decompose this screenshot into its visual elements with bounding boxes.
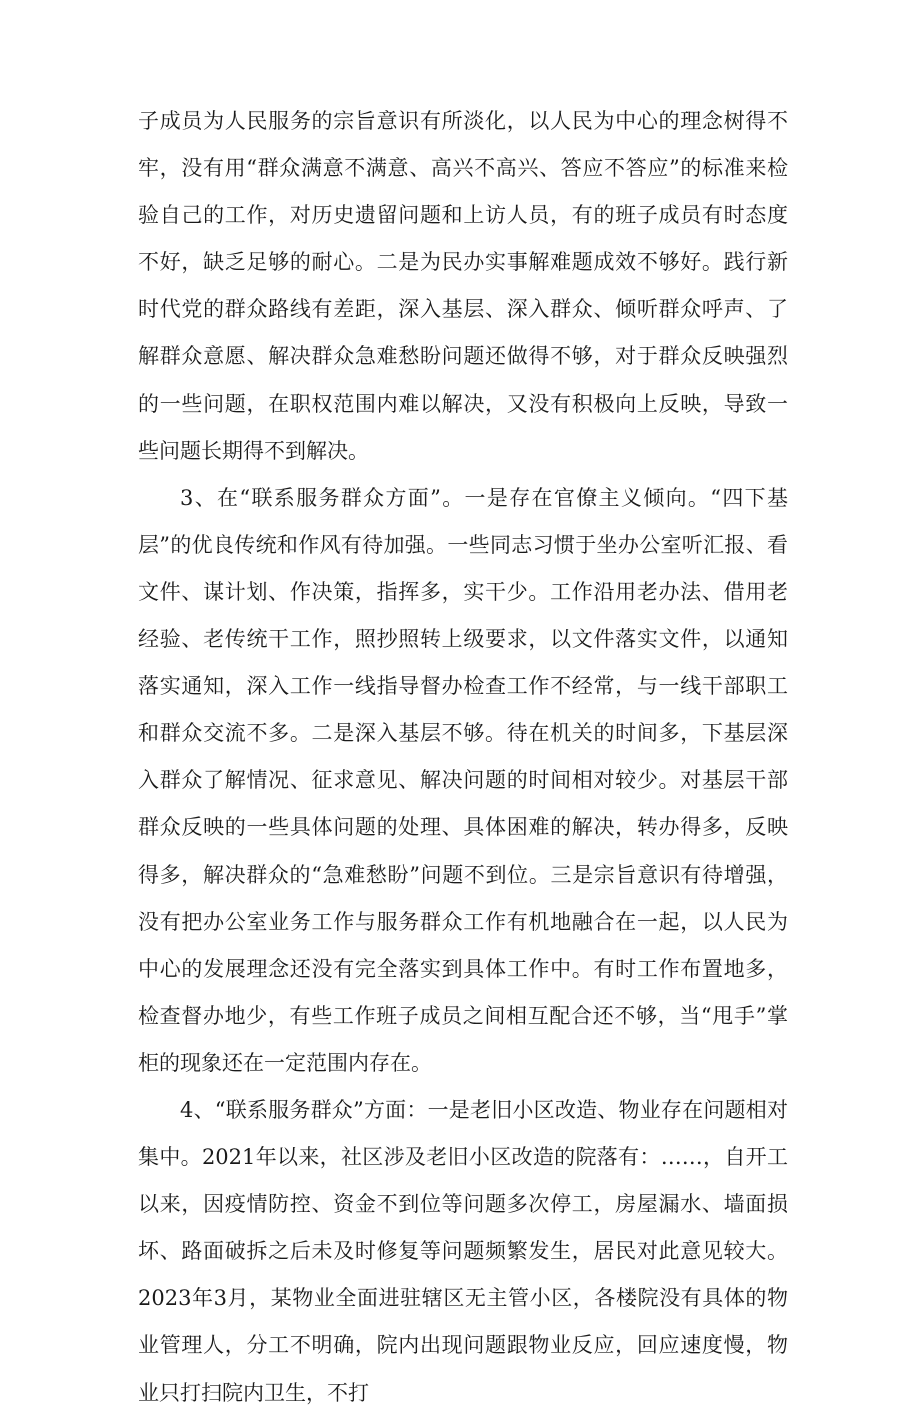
paragraph-continuation: 子成员为人民服务的宗旨意识有所淡化，以人民为中心的理念树得不牢，没有用“群众满意不满意、高兴不高兴、答应不答应”的标准来检验自己的工作，对历史遗留问题和上访人员，有的班子成员有时态度不好，缺乏足够的耐心。二是为民办实事解难题成效不够好。践行新时代党的群众路线有差距，深入基层、深入群众、倾听群众呼声、了解群众意愿、解决群众急难愁盼问题还做得不够，对于群众反映强烈的一些问题，在职权范围内难以解决，又没有积极向上反映，导致一些问题长期得不到解决。 [138, 109, 788, 463]
paragraph-item-3: 3、在“联系服务群众方面”。一是存在官僚主义倾向。“四下基层”的优良传统和作风有待加强。一些同志习惯于坐办公室听汇报、看文件、谋计划、作决策，指挥多，实干少。工作沿用老办法、借用老经验、老传统干工作，照抄照转上级要求，以文件落实文件，以通知落实通知，深入工作一线指导督办检查工作不经常，与一线干部职工和群众交流不多。二是深入基层不够。待在机关的时间多，下基层深入群众了解情况、征求意见、解决问题的时间相对较少。对基层干部群众反映的一些具体问题的处理、具体困难的解决，转办得多，反映得多，解决群众的“急难愁盼”问题不到位。三是宗旨意识有待增强，没有把办公室业务工作与服务群众工作有机地融合在一起，以人民为中心的发展理念还没有完全落实到具体工作中。有时工作布置地多，检查督办地少，有些工作班子成员之间相互配合还不够，当“甩手”掌柜的现象还在一定范围内存在。 [138, 485, 788, 1075]
paragraph-item-4: 4、“联系服务群众”方面：一是老旧小区改造、物业存在问题相对集中。2021年以来，社区涉及老旧小区改造的院落有：……，自开工以来，因疫情防控、资金不到位等问题多次停工，房屋漏水、墙面损坏、路面破拆之后未及时修复等问题频繁发生，居民对此意见较大。2023年3月，某物业全面进驻辖区无主管小区，各楼院没有具体的物业管理人，分工不明确，院内出现问题跟物业反应，回应速度慢，物业只打扫院内卫生，不打 [138, 1097, 788, 1405]
document-body [138, 98, 788, 1417]
